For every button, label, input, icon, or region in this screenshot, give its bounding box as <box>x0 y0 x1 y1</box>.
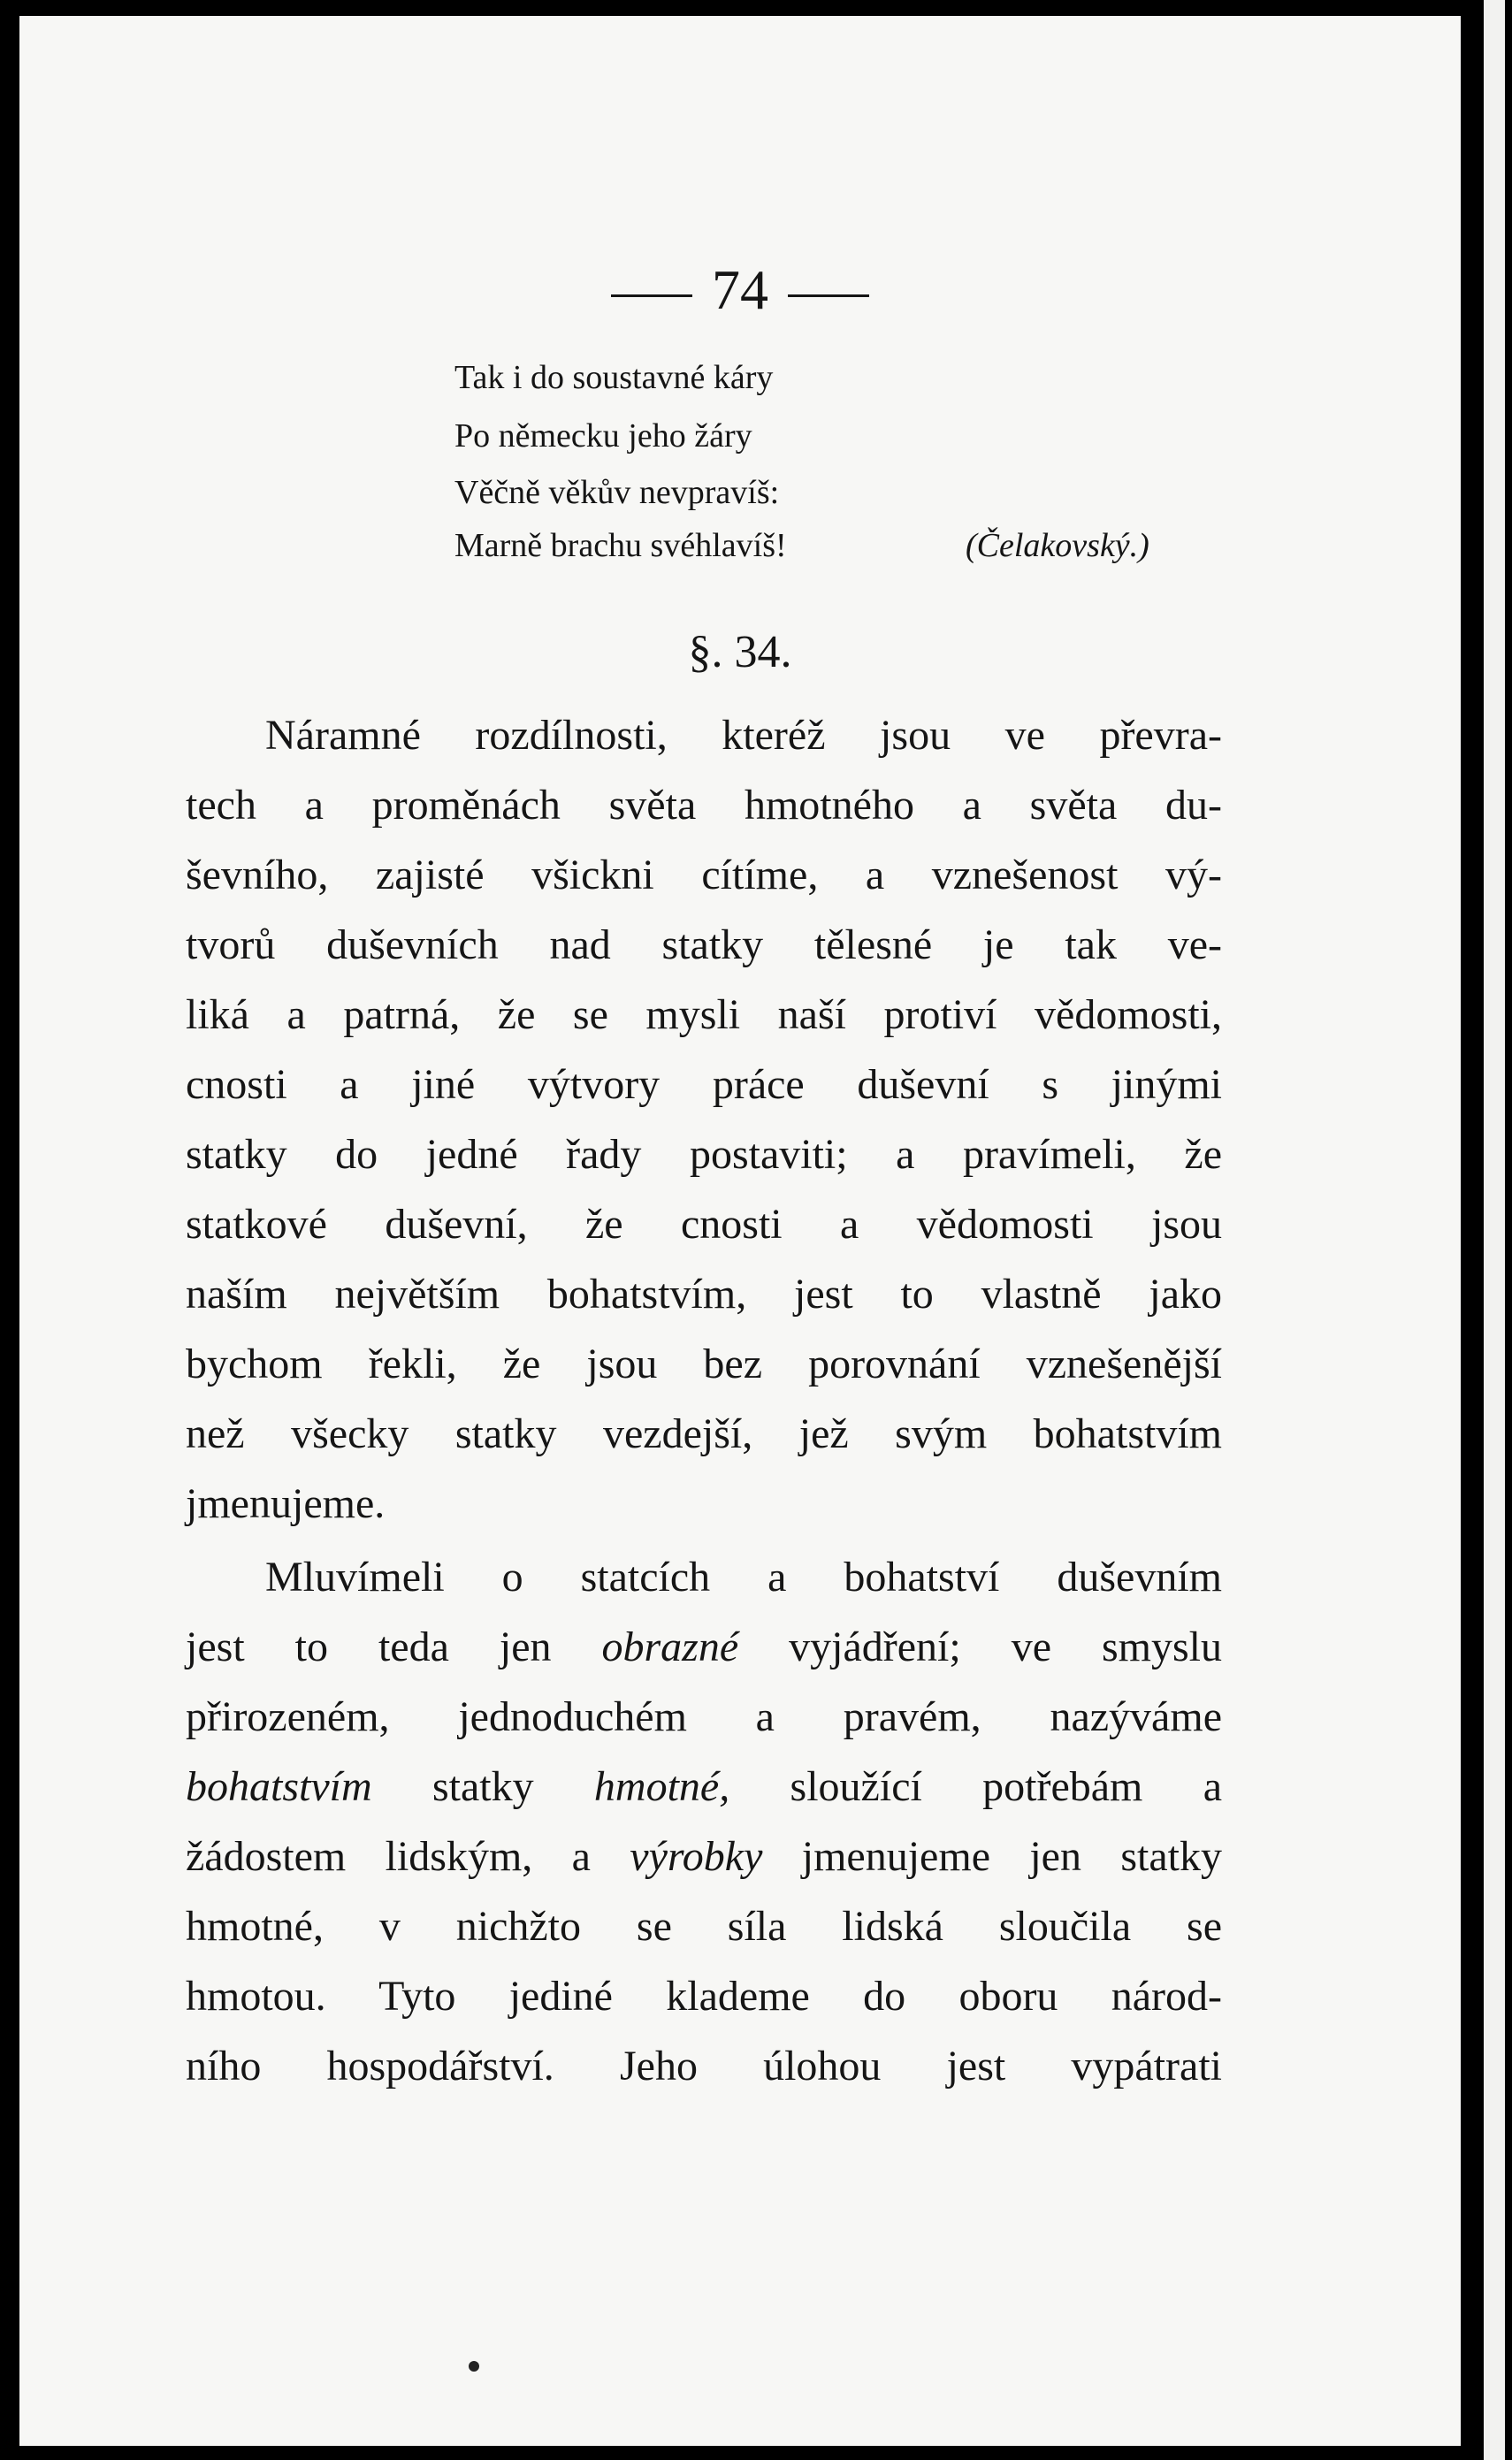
text-run: žádostem lidským, a <box>186 1833 630 1880</box>
paragraph-1-line: bychom řekli, že jsou bez porovnání vznešenější <box>186 1341 1222 1387</box>
paragraph-1-line: Náramné rozdílnosti, kteréž jsou ve převra- <box>265 712 1222 759</box>
poem-line: Po německu jeho žáry <box>454 417 752 455</box>
paragraph-2-line <box>186 1621 1222 1674</box>
paragraph-2-line: hmotou. Tyto jediné klademe do oboru národ- <box>186 1973 1222 2020</box>
paragraph-2-line <box>186 1830 1222 1883</box>
italic-term: výrobky <box>630 1833 763 1880</box>
poem-attribution: (Čelakovský.) <box>966 527 1149 564</box>
paragraph-1-line: statky do jedné řady postaviti; a pravímeli, že <box>186 1131 1222 1178</box>
text-run: vyjádření; ve smyslu <box>738 1623 1223 1670</box>
paragraph-1-line: tech a proměnách světa hmotného a světa du- <box>186 782 1222 829</box>
text-run: jest to teda jen <box>186 1623 602 1670</box>
italic-term: hmotné, <box>593 1763 730 1810</box>
paragraph-2-line <box>186 1761 1222 1814</box>
italic-term: bohatstvím <box>186 1763 372 1810</box>
right-rule <box>788 294 869 297</box>
paragraph-1-line: naším největším bohatstvím, jest to vlastně jako <box>186 1271 1222 1318</box>
paragraph-1-line: tvorů duševních nad statky tělesné je tak ve- <box>186 921 1222 968</box>
paragraph-1-line: jmenujeme. <box>186 1480 386 1527</box>
page-number: 74 <box>712 258 768 321</box>
paragraph-2-line: ního hospodářství. Jeho úlohou jest vypátrati <box>186 2043 1222 2089</box>
paragraph-1-line: cnosti a jiné výtvory práce duševní s jinými <box>186 1061 1222 1108</box>
book-page <box>19 16 1461 2446</box>
text-run: statky <box>371 1763 594 1810</box>
paragraph-1-line: statkové duševní, že cnosti a vědomosti jsou <box>186 1201 1222 1248</box>
page-number-header <box>19 255 1461 325</box>
section-heading: §. 34. <box>688 627 792 677</box>
paragraph-1-line: ševního, zajisté všickni cítíme, a vznešenost vý- <box>186 852 1222 898</box>
paragraph-2-line: hmotné, v nichžto se síla lidská sloučila se <box>186 1903 1222 1950</box>
paragraph-2-line: přirozeném, jednoduchém a pravém, nazýváme <box>186 1693 1222 1740</box>
text-run: jmenujeme jen statky <box>762 1833 1222 1880</box>
paragraph-1-line: liká a patrná, že se mysli naší protiví vědomosti, <box>186 991 1222 1038</box>
italic-term: obrazné <box>601 1623 739 1670</box>
paragraph-2-line: Mluvímeli o statcích a bohatství duševním <box>265 1554 1222 1601</box>
paragraph-1-line: než všecky statky vezdejší, jež svým bohatstvím <box>186 1410 1222 1457</box>
ink-speck <box>469 2361 479 2372</box>
left-rule <box>611 294 692 297</box>
poem-line: Marně brachu svéhlavíš! <box>454 527 787 564</box>
poem-line: Věčně věkův nevpravíš: <box>454 474 780 511</box>
text-run: sloužící potřebám a <box>729 1763 1223 1810</box>
poem-line: Tak i do soustavné káry <box>454 359 774 396</box>
scan-edge-strip <box>1484 0 1505 2460</box>
